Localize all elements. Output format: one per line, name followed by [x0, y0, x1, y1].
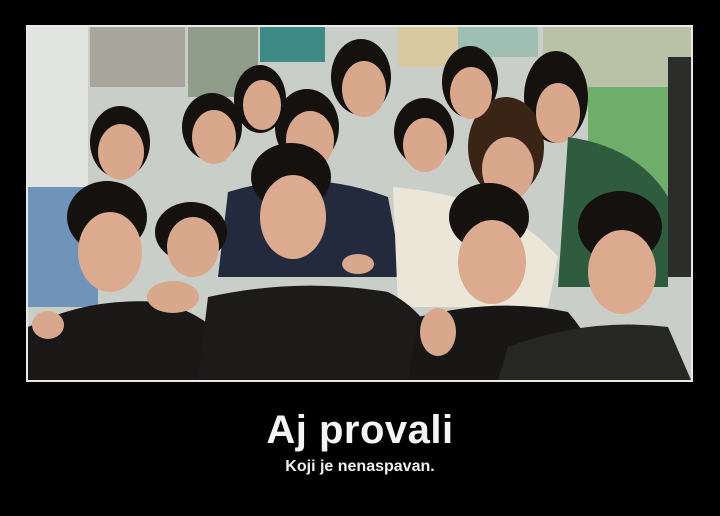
wall-edge-dark: [668, 57, 691, 277]
artwork-teal: [260, 27, 325, 62]
hand-center-right: [420, 308, 456, 356]
hand-on-shoulder-left: [147, 281, 199, 313]
artwork-collage: [90, 27, 185, 87]
poster-subtitle: Koji je nenaspavan.: [285, 458, 435, 475]
group-photo: [28, 27, 691, 380]
artwork-left: [28, 27, 88, 207]
hand-far-left: [32, 311, 64, 339]
poster-title: Aj provali: [266, 408, 454, 452]
middle-face: [167, 217, 219, 277]
photo-frame: [26, 25, 693, 382]
hand-on-shoulder-center: [342, 254, 374, 274]
